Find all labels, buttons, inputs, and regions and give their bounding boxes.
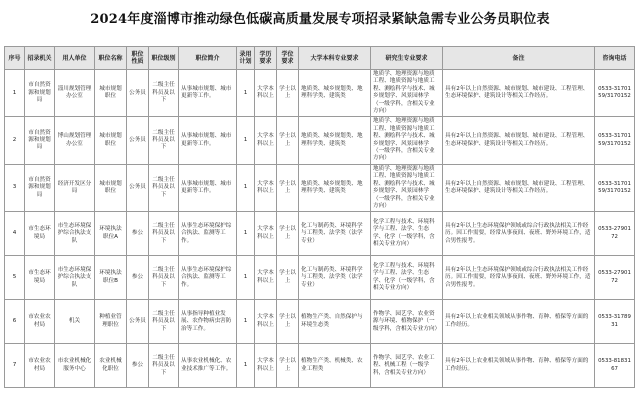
cell-position-level: 二级主任科员及以下 <box>149 164 179 211</box>
cell-grad-major-req: 化学工程与技术、环境科学与工程、法学、生态学、化学（一级学科，含相关专业方向） <box>371 256 443 300</box>
cell-position-summary: 从事城市规划、城市更新等工作。 <box>179 117 237 164</box>
cell-undergrad-major-req: 化工与制药类、环境科学与工程类、法学类（法学专业） <box>299 212 371 256</box>
cell-hiring-plan: 1 <box>237 117 255 164</box>
column-header-hiring-plan: 录用计划 <box>237 47 255 70</box>
table-row <box>5 300 635 344</box>
cell-employer-unit: 经济开发区分局 <box>55 164 95 211</box>
cell-hiring-agency: 市自然资源和规划局 <box>25 70 55 117</box>
cell-employer-unit: 博山规划管理办公室 <box>55 117 95 164</box>
cell-undergrad-major-req: 植物生产类、机械类、农业工程类 <box>299 344 371 388</box>
cell-degree-req: 学士以上 <box>277 344 299 388</box>
table-row <box>5 344 635 388</box>
cell-grad-major-req: 地质学、地理资源与地质工程、地质资源与地质工程、测绘科学与技术、城乡规划学、风景园林学（一级学科，含相关专业方向） <box>371 164 443 211</box>
cell-hiring-plan: 1 <box>237 344 255 388</box>
cell-seq: 6 <box>5 300 25 344</box>
page-title: 2024年度淄博市推动绿色低碳高质量发展专项招录紧缺急需专业公务员职位表 <box>90 12 550 27</box>
cell-consult-phone: 0533-3170159/3170152 <box>595 70 635 117</box>
cell-employer-unit: 机关 <box>55 300 95 344</box>
cell-position-name: 农业机械化职位 <box>95 344 127 388</box>
cell-employer-unit: 淄川规划管理办公室 <box>55 70 95 117</box>
cell-employer-unit: 市生态环境保护综合执法支队 <box>55 256 95 300</box>
cell-position-level: 二级主任科员及以下 <box>149 70 179 117</box>
cell-position-level: 二级主任科员及以下 <box>149 117 179 164</box>
cell-position-name: 环境执法职位A <box>95 212 127 256</box>
cell-education-req: 大学本科以上 <box>255 256 277 300</box>
cell-position-level: 二级主任科员及以下 <box>149 300 179 344</box>
cell-hiring-agency: 市自然资源和规划局 <box>25 117 55 164</box>
cell-education-req: 大学本科以上 <box>255 344 277 388</box>
table-row <box>5 256 635 300</box>
column-header-remarks: 备注 <box>443 47 595 70</box>
cell-undergrad-major-req: 地质类、城乡规划类、地理科学类、建筑类 <box>299 164 371 211</box>
cell-position-type: 参公 <box>127 344 149 388</box>
cell-remarks: 具有2年以上自然资源、城市规划、城市建设、工程管理、生态环境保护、建筑设计等相关工作经历。 <box>443 164 595 211</box>
cell-consult-phone: 0533-3170159/3170152 <box>595 164 635 211</box>
cell-seq: 1 <box>5 70 25 117</box>
cell-degree-req: 学士以上 <box>277 117 299 164</box>
cell-position-name: 环境执法职位B <box>95 256 127 300</box>
cell-education-req: 大学本科以上 <box>255 300 277 344</box>
cell-employer-unit: 市农业机械化服务中心 <box>55 344 95 388</box>
cell-position-type: 参公 <box>127 256 149 300</box>
column-header-employer-unit: 用人单位 <box>55 47 95 70</box>
cell-position-summary: 从事农业机械化、农业技术推广等工作。 <box>179 344 237 388</box>
cell-grad-major-req: 作物学、园艺学、农业资源与环境、植物保护（一级学科，含相关专业方向） <box>371 300 443 344</box>
cell-position-type: 参公 <box>127 212 149 256</box>
column-header-consult-phone: 咨询电话 <box>595 47 635 70</box>
column-header-undergrad-major-req: 大学本科专业要求 <box>299 47 371 70</box>
cell-consult-phone: 0533-3170159/3170152 <box>595 117 635 164</box>
cell-position-name: 城市规划职位 <box>95 70 127 117</box>
cell-position-name: 城市规划职位 <box>95 117 127 164</box>
cell-seq: 5 <box>5 256 25 300</box>
recruitment-table <box>4 46 635 388</box>
cell-grad-major-req: 作物学、园艺学、农业工程、机械工程（一级学科，含相关专业方向） <box>371 344 443 388</box>
cell-position-type: 公务员 <box>127 300 149 344</box>
cell-degree-req: 学士以上 <box>277 256 299 300</box>
cell-position-summary: 从事城市规划、城市更新等工作。 <box>179 164 237 211</box>
cell-remarks: 具有2年以上自然资源、城市规划、城市建设、工程管理、生态环境保护、建筑设计等相关工作经历。 <box>443 117 595 164</box>
cell-hiring-agency: 市农业农村局 <box>25 300 55 344</box>
cell-hiring-plan: 1 <box>237 300 255 344</box>
cell-grad-major-req: 地质学、地理资源与地质工程、地质资源与地质工程、测绘科学与技术、城乡规划学、风景园林学（一级学科，含相关专业方向） <box>371 117 443 164</box>
column-header-grad-major-req: 研究生专业要求 <box>371 47 443 70</box>
cell-undergrad-major-req: 植物生产类、自然保护与环境生态类 <box>299 300 371 344</box>
table-row <box>5 70 635 117</box>
cell-position-summary: 从事城市规划、城市更新等工作。 <box>179 70 237 117</box>
column-header-hiring-agency: 招录机关 <box>25 47 55 70</box>
cell-remarks: 具有2年以上农业相关领域从事作物、育种、植保等方面的工作经历。 <box>443 344 595 388</box>
cell-position-name: 种植业管理职位 <box>95 300 127 344</box>
cell-position-summary: 从事指导种植业发展、农作物病虫害防治等工作。 <box>179 300 237 344</box>
cell-undergrad-major-req: 化工与制药类、环境科学与工程类、法学类（法学专业） <box>299 256 371 300</box>
cell-employer-unit: 市生态环境保护综合执法支队 <box>55 212 95 256</box>
cell-consult-phone: 0533-2790172 <box>595 212 635 256</box>
cell-remarks: 具有2年以上农业相关领域从事作物、育种、植保等方面的工作经历。 <box>443 300 595 344</box>
column-header-position-name: 职位名称 <box>95 47 127 70</box>
cell-position-summary: 从事生态环境保护综合执法、监测等工作。 <box>179 256 237 300</box>
cell-position-type: 公务员 <box>127 117 149 164</box>
cell-degree-req: 学士以上 <box>277 164 299 211</box>
cell-position-level: 二级主任科员及以下 <box>149 344 179 388</box>
cell-hiring-agency: 市生态环境局 <box>25 256 55 300</box>
cell-consult-phone: 0533-2790172 <box>595 256 635 300</box>
cell-hiring-agency: 市生态环境局 <box>25 212 55 256</box>
table-header-row <box>5 47 635 70</box>
table-row <box>5 117 635 164</box>
cell-position-level: 二级主任科员及以下 <box>149 212 179 256</box>
cell-position-level: 二级主任科员及以下 <box>149 256 179 300</box>
cell-consult-phone: 0533-3178931 <box>595 300 635 344</box>
cell-consult-phone: 0533-8183167 <box>595 344 635 388</box>
cell-degree-req: 学士以上 <box>277 300 299 344</box>
cell-remarks: 具有2年以上生态环境保护领域或综合行政执法相关工作经历。因工作需要，经常从事夜间、夜班、野外环境工作，适合男性报考。 <box>443 212 595 256</box>
cell-education-req: 大学本科以上 <box>255 117 277 164</box>
cell-position-name: 城市规划职位 <box>95 164 127 211</box>
cell-hiring-plan: 1 <box>237 70 255 117</box>
cell-position-type: 公务员 <box>127 164 149 211</box>
cell-hiring-plan: 1 <box>237 212 255 256</box>
column-header-position-level: 职位级别 <box>149 47 179 70</box>
column-header-degree-req: 学位要求 <box>277 47 299 70</box>
cell-undergrad-major-req: 地质类、城乡规划类、地理科学类、建筑类 <box>299 70 371 117</box>
column-header-position-summary: 职位简介 <box>179 47 237 70</box>
cell-position-type: 公务员 <box>127 70 149 117</box>
cell-seq: 3 <box>5 164 25 211</box>
column-header-position-type: 职位性质 <box>127 47 149 70</box>
cell-undergrad-major-req: 地质类、城乡规划类、地理科学类、建筑类 <box>299 117 371 164</box>
cell-education-req: 大学本科以上 <box>255 164 277 211</box>
cell-seq: 7 <box>5 344 25 388</box>
cell-degree-req: 学士以上 <box>277 70 299 117</box>
cell-hiring-agency: 市自然资源和规划局 <box>25 164 55 211</box>
cell-education-req: 大学本科以上 <box>255 212 277 256</box>
cell-grad-major-req: 地质学、地理资源与地质工程、地质资源与地质工程、测绘科学与技术、城乡规划学、风景园林学（一级学科，含相关专业方向） <box>371 70 443 117</box>
cell-remarks: 具有2年以上自然资源、城市规划、城市建设、工程管理、生态环境保护、建筑设计等相关工作经历。 <box>443 70 595 117</box>
cell-seq: 2 <box>5 117 25 164</box>
cell-remarks: 具有2年以上生态环境保护领域或综合行政执法相关工作经历。因工作需要，经常从事夜间、夜班、野外环境工作，适合男性报考。 <box>443 256 595 300</box>
table-row <box>5 212 635 256</box>
column-header-education-req: 学历要求 <box>255 47 277 70</box>
cell-seq: 4 <box>5 212 25 256</box>
cell-position-summary: 从事生态环境保护综合执法、监测等工作。 <box>179 212 237 256</box>
cell-education-req: 大学本科以上 <box>255 70 277 117</box>
cell-hiring-plan: 1 <box>237 256 255 300</box>
cell-grad-major-req: 化学工程与技术、环境科学与工程、法学、生态学、化学（一级学科，含相关专业方向） <box>371 212 443 256</box>
cell-hiring-agency: 市农业农村局 <box>25 344 55 388</box>
cell-degree-req: 学士以上 <box>277 212 299 256</box>
column-header-seq: 序号 <box>5 47 25 70</box>
cell-hiring-plan: 1 <box>237 164 255 211</box>
table-row <box>5 164 635 211</box>
